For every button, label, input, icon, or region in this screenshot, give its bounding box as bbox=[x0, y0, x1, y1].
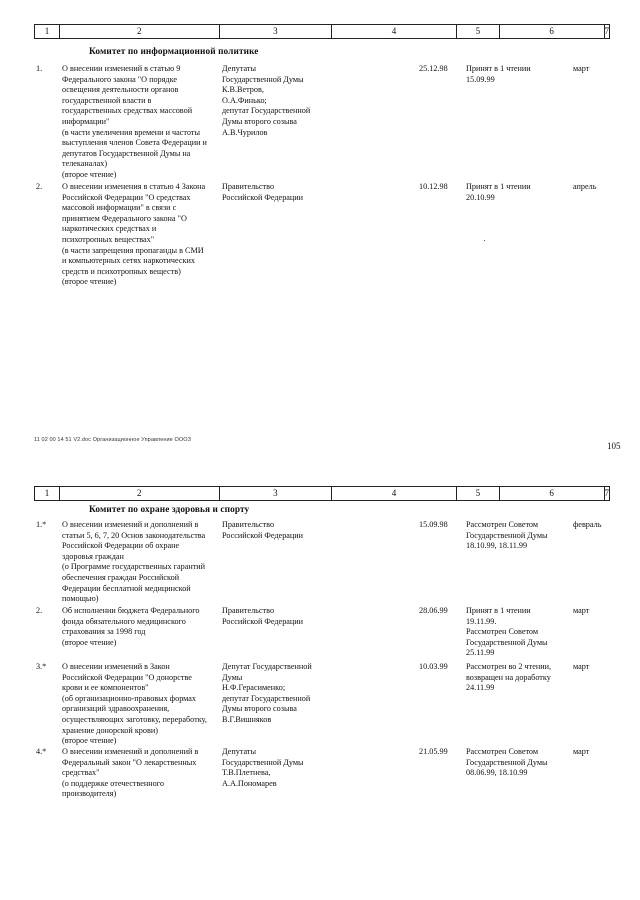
scan-speck bbox=[484, 240, 485, 241]
column-header-row bbox=[34, 24, 610, 39]
column-header-2: 2 bbox=[59, 25, 219, 38]
bill-title: О внесении изменений и дополнений в статьи 5, 6, 7, 20 Основ законодательства Российской Федерации об охране здоровья граждан (о Программе государственных гарантий обеспечения граждан Российской Федерации бесплатной медицинской помощью) bbox=[62, 520, 206, 604]
submission-date: 25.12.98 bbox=[419, 64, 448, 73]
bill-title: Об исполнении бюджета Федерального фонда обязательного медицинского страхования за 1998 год (второе чтение) bbox=[62, 606, 200, 647]
column-header-4: 4 bbox=[331, 25, 456, 38]
planned-month: март bbox=[573, 662, 590, 671]
bill-title: О внесении изменений в Закон Российской Федерации "О донорстве крови и ее компонентов" (об организационно-правовых формах организаций здравоохранения, осуществляющих заготовку, переработку, хранение донорской крови) (второе чтение) bbox=[62, 662, 207, 746]
row-number: 2. bbox=[36, 606, 43, 615]
bill-author: Депутаты Государственной Думы К.В.Ветров, О.А.Финько; депутат Государственной Думы второго созыва А.В.Чурилов bbox=[222, 64, 311, 137]
bill-status: Рассмотрен Советом Государственной Думы 18.10.99, 18.11.99 bbox=[466, 520, 548, 551]
planned-month: февраль bbox=[573, 520, 602, 529]
submission-date: 28.06.99 bbox=[419, 606, 448, 615]
page-number: 105 bbox=[607, 441, 621, 451]
row-number: 3.* bbox=[36, 662, 47, 671]
bill-status: Рассмотрен во 2 чтении, возвращен на доработку 24.11.99 bbox=[466, 662, 552, 693]
submission-date: 21.05.99 bbox=[419, 747, 448, 756]
bill-status: Рассмотрен Советом Государственной Думы 08.06.99, 18.10.99 bbox=[466, 747, 548, 778]
bill-status: Принят в 1 чтении 15.09.99 bbox=[466, 64, 531, 84]
column-header-5: 5 bbox=[456, 487, 499, 500]
planned-month: март bbox=[573, 606, 590, 615]
submission-date: 10.03.99 bbox=[419, 662, 448, 671]
column-header-row bbox=[34, 486, 610, 501]
column-header-4: 4 bbox=[331, 487, 456, 500]
row-number: 1. bbox=[36, 64, 43, 73]
column-header-6: 6 bbox=[499, 487, 604, 500]
committee-heading: Комитет по информационной политике bbox=[89, 47, 259, 57]
document-footer-code: 11 02 00 14 51 V2.doc Организационное Управление ОООЗ bbox=[34, 437, 192, 443]
submission-date: 10.12.98 bbox=[419, 182, 448, 191]
committee-heading: Комитет по охране здоровья и спорту bbox=[89, 505, 250, 515]
row-number: 4.* bbox=[36, 747, 47, 756]
bill-status: Принят в 1 чтении 20.10.99 bbox=[466, 182, 531, 202]
column-header-1: 1 bbox=[44, 26, 50, 36]
bill-title: О внесении изменения в статью 4 Закона Российской Федерации "О средствах массовой информации" в связи с принятием Федерального закона "О наркотических средствах и психотропных веществах" (в части запрещения пропаганды в СМИ и компьютерных сетях наркотических средств и психотропных веществ) (второе чтение) bbox=[62, 182, 206, 287]
bill-title: О внесении изменений в статью 9 Федерального закона "О порядке освещения деятельности органов государственной власти в государственных средствах массовой информации" (в части увеличения времени и частоты выступления членов Совета Федерации и депутатов Государственной Думы на телеканалах) (второе чтение) bbox=[62, 64, 207, 179]
column-header-7: 7 bbox=[604, 488, 609, 498]
bill-author: Правительство Российской Федерации bbox=[222, 520, 304, 540]
planned-month: март bbox=[573, 747, 590, 756]
submission-date: 15.09.98 bbox=[419, 520, 448, 529]
bill-title: О внесении изменений и дополнений в Федеральный закон "О лекарственных средствах" (о поддержке отечественного производителя) bbox=[62, 747, 199, 799]
column-header-5: 5 bbox=[456, 25, 499, 38]
row-number: 2. bbox=[36, 182, 43, 191]
planned-month: март bbox=[573, 64, 590, 73]
bill-author: Правительство Российской Федерации bbox=[222, 606, 304, 626]
bill-author: Депутаты Государственной Думы Т.В.Плетнева, А.А.Пономарев bbox=[222, 747, 304, 788]
planned-month: апрель bbox=[573, 182, 597, 191]
page-bottom bbox=[0, 470, 640, 900]
bill-author: Правительство Российской Федерации bbox=[222, 182, 304, 202]
bill-author: Депутат Государственной Думы Н.Ф.Герасименко; депутат Государственной Думы второго созыва В.Г.Вишняков bbox=[222, 662, 312, 724]
column-header-7: 7 bbox=[604, 26, 609, 36]
column-header-1: 1 bbox=[44, 488, 50, 498]
column-header-3: 3 bbox=[219, 25, 332, 38]
column-header-3: 3 bbox=[219, 487, 332, 500]
column-header-6: 6 bbox=[499, 25, 604, 38]
bill-status: Принят в 1 чтении 19.11.99. Рассмотрен Советом Государственной Думы 25.11.99 bbox=[466, 606, 548, 658]
row-number: 1.* bbox=[36, 520, 47, 529]
column-header-2: 2 bbox=[59, 487, 219, 500]
